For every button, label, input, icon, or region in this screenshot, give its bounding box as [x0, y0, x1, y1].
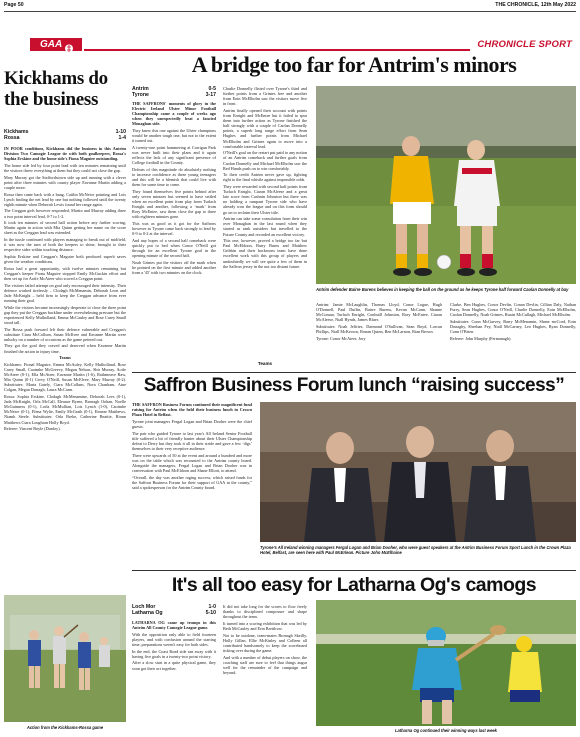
antrim-teams-heading: Teams	[257, 361, 273, 366]
teams-paragraph: Substitutes: Noah Jeffries, Darmond O'Sullivan, Sean Boyd, Lorcan Phillips, Niall McKeown, Ronan Quinn, Ben McLarnon, Rian Brown.	[316, 323, 442, 335]
teams-paragraph: Clarke, Ben Hughes, Conor Devlin, Conan Devlin, Cillian Daly, Nathan Furry, Sean Hughes, Conor O'Neill, Charlie Donnelly, Eoin McElholm, Caolan Donnelly, Noah Grimes, Ruairi McCullagh, Michael McElholm.	[450, 302, 576, 318]
antrim-teams-right	[450, 302, 576, 370]
section-label: CHRONICLE SPORT	[477, 39, 572, 50]
kickhams-photo-caption: Action from the Kickhams-Rossa game	[26, 725, 104, 730]
paragraph: Tyrone joint managers Fergal Logan and Brian Dooher were the chief guests.	[132, 418, 252, 429]
forum-body	[132, 402, 252, 568]
score-row: Latharna Og 5-10	[132, 610, 216, 617]
gaa-label: GAA	[40, 39, 63, 50]
score-row: Loch Mor 1-0	[132, 604, 216, 610]
teams-paragraph: Substitutes: Conn McGarvey, Barry McMenamin, Shane mcCord, Eoin Donaghy, Sheehan Fey, Niall McCarney, Leo Hughes, Ryan Donnelly, Conn O'Brien.	[450, 318, 576, 335]
forum-photo-caption: Tyrone's All Ireland winning managers Fergal Logan and Brian Dooher, who were guest speakers at the Antrim Business Forum Sport Lunch in the Crown Plaza Hotel, Belfast, are seen here with Paul McErlean. Picture John McElhaine	[260, 545, 571, 555]
teams-paragraph: Tyrone: Conor McAteer, Jory	[316, 335, 366, 341]
camogs-column-1	[132, 620, 216, 734]
paragraph: They got the goal they craved and deserved when Eavanne Martin finished the action in injury time.	[4, 343, 126, 354]
camogs-headline-rule	[132, 570, 576, 571]
paragraph: To their credit Antrim never gave up, fighting right to the final whistle against impossible odds.	[223, 172, 307, 183]
forum-headline-rule	[132, 372, 576, 373]
paragraph: This one, however, proved a bridge too far but Paul McEldoon, Barry Burns and Matthew Gribbin and their backroom team have done excellent work with this group of players and undoubtedly we will see quite a few of them in the Saffron jersey in the not too distant future.	[223, 238, 307, 269]
kickhams-article	[4, 56, 126, 736]
paragraph: It turned into a scoring exhibition that was led by Beth McCauley and Erin Brettlrow.	[223, 620, 307, 631]
paragraph: Antrim can take some consolation from their win over Monaghan in the last round when they started as rank outsiders but travelled to the Future County and recorded an excellent victory.	[223, 216, 307, 237]
paragraph: “Overall, the day was another raging success, which raised funds for the Saffron Business Forum for their support of GAA in the county,” said a spokesperson for the Antrim County board.	[132, 474, 252, 490]
paragraph: They knew this one against the Ulster champions would be another tough one, but not to the extent it turned out.	[132, 128, 216, 144]
camogs-column-2	[223, 604, 307, 734]
paragraph: They were rewarded with second half points from Turlach Enright, Ciaran McAleese and a great late score from Cashnin Johnston but there was no holding a rampant Tyrone side who have already won the league and on this form should go on to reclaim their Ulster title.	[223, 184, 307, 215]
forum-article	[132, 372, 576, 568]
camogs-photo-caption: Latharna Og continued their winning ways last week	[395, 728, 497, 733]
camogs-headline: It's all too easy for Latharna Og's camogs	[171, 574, 537, 596]
antrim-tyrone-photo	[316, 86, 576, 284]
teams-paragraph: Rossa: Sophia Erskine, Clodagh McMenamine, Deborah Lees (0-1), Jada McKnight, Orla McCall, Eleanor Byrne, Bronagh Oohan, Noelle McGuinness (0-1), Lorla McMullian, Lois Lynch (1-0), Caoimhe McNeice (0-1), Elena Wylie, Emily McGrath (0-1), Eimear Matthews, Niamh Steele. Substitutes: Orla Breke, Catherine Beattie, Rionn Matthews Ciara Loughran Holly Boyd.	[4, 394, 126, 425]
forum-headline: Saffron Business Forum lunch “raising success”	[143, 375, 565, 396]
paragraph: While the visitors became increasingly desperate to close the three point gap they put the Creggan backline under overwhelming pressure but the experienced Kelly Mulholland, Emma McCauley and Rose Carey Small stood tall.	[4, 304, 126, 325]
teams-paragraph: Kickhams: Fional Maguire, Emma McAuley, Kelly Mulholland, Rose Carey Small, Caoimhe McGreevy, Megan Nelson, Shir Murray, Aoife McAteer (0-1), Ella McAteer, Eavanne Martin (1-6), Rathmeave Raw, Mia Quinn (0-1) Cervy O'Neill, Susan McElvee, Mary Murray (0-2). Substitutes: Maria Gately, Ciara McCollum, Nora Chanbam, Aine Colgan, Megan Darragh, Laura McCann.	[4, 361, 126, 393]
paragraph: Charlie Donnelly flisted over Tyrone's third and further points from a Grimes free and another from Eoin McElholm saw the visitors move five in front.	[223, 86, 307, 107]
paragraph: This was as good as it got for the Saffrons however as Tyrone came back strongly to lead by 0-9 to 0-2 at the interval.	[132, 221, 216, 237]
paragraph: THE SAFFRONS' moments of glory in the Electric Ireland Ulster Minor Football Championship came a couple of weeks ago when they unexpectedly beat a fancied Monaghan side.	[132, 101, 216, 127]
gaa-logo-icon	[64, 40, 74, 49]
kickhams-scoreline	[4, 129, 126, 142]
teams-paragraph: Referee: Vincent Boyle (Dunloy).	[4, 426, 61, 432]
page-number: Page 50	[4, 2, 24, 8]
page-header	[4, 2, 576, 50]
paragraph: Mary Murray got the Staffordstown side up and running with a clever point after three minutes with county player Eavanne Martin adding a couple more.	[4, 174, 126, 190]
antrim-photo-caption: Antrim defender Baírre Burens believes in keeping the ball on the ground as he keeps Tyrone half forward Caolan Donnelly at bay	[316, 287, 569, 292]
paragraph: It took ten minutes of second half action before any further scoring, Martin again in action with Mia Quinn getting her name on the score sheet as the Creggan lead was extended.	[4, 220, 126, 236]
paragraph: After a slow start in a quite physical game, they soon got their act together.	[132, 660, 216, 671]
paragraph: With the opposition only able to field fourteen players, and with confusion around the starting time, preparations weren't easy for both sides.	[132, 631, 216, 647]
paragraph: O'Neill's goal on the restart put paid to any notion of an Antrim comeback and further goals from Caolan Donnelly and Michael McElholm saw the Red Hands push on to win comfortably.	[223, 150, 307, 171]
kickhams-lead: IN POOR conditions, Kickhams did the business in this Antrim Division Two Camogie League tie with both goalkeepers, Rossa's Sophia Erskine and the home side's Fiona Maguire outstanding.	[4, 146, 126, 162]
score-row: Tyrone 3-17	[132, 92, 216, 99]
paragraph: Rossa had a great opportunity, with twelve minutes remaining but Creggan's keeper Fiona Maguire stopped Emily McGuckin effort and then set up for Aoife McAteer who scored a Creggan point.	[4, 265, 126, 281]
paragraph: The visitors failed attempt on goal only encouraged their intensity. Their defence worked tirelessly – Clodagh McMenamin, Deborah Leon and Jade McKnight – held firm to keep the Creggan advance from ever running their goal.	[4, 282, 126, 303]
score-row: Antrim 0-5	[132, 86, 216, 92]
antrim-column-1	[132, 101, 216, 369]
antrim-column-2	[223, 86, 307, 362]
score-row: Kickhams 1-10	[4, 129, 126, 135]
teams-paragraph: Referee: John Murphy (Fermanagh).	[450, 335, 512, 341]
teams-heading: Teams	[59, 355, 71, 361]
paragraph: It did not take long for the scores to flow freely thanks to disciplined composure and shape throughout the team.	[223, 604, 307, 620]
teams-paragraph: Antrim: Jamie McLaughlin, Thomas Lloyd, Conor Logue, Hugh O'Donnell, Paul Duffin, Bairre Burens, Kevan McCann, Shanne McComan, Turlach Enright, Conhuill Johnston, Rory McEntee, Ciaran McAleese, Niall Hynds, James Bluer.	[316, 302, 442, 323]
paragraph: And any hopes of a second half comeback were quickly put to bed when Conor O'Neill got through for an excellent Tyrone goal in the opening minute of the second half.	[132, 237, 216, 259]
paragraph: The pair who guided Tyrone to last year's All Ireland Senior Football title suffered a bit of friendly banter about their Ulster Championship defeat to Derry but they took it all in their stride and gave a few ‘digs’ themselves to their very receptive audience.	[132, 430, 252, 451]
paragraph: They found themselves five points behind after only seven minutes but seemed to have settled when an excellent point from play from Turlach Enright and another, following a ‘mark’ from Rory McEntee, saw them close the gap to three with eighteen minutes gone.	[132, 188, 216, 220]
paragraph: The Rossa push forward left their defence vulnerable and Creggan's substitute Ciara McCollum, Susan McIlvee and Eavanne Martin were unlucky on a number of occasions as the game petered out.	[4, 326, 126, 342]
paragraph: Defeats of this magnitude do absolutely nothing to increase confidence as these young teenagers and this will be a blemish that could live with them for some time to come.	[132, 166, 216, 188]
kickhams-photo	[4, 595, 126, 722]
camogs-article	[132, 570, 576, 736]
paragraph: LATHARNA OG came up trumps in this Antrim All County Camogie League game.	[132, 620, 216, 631]
antrim-minors-headline: A bridge too far for Antrim's minors	[191, 52, 517, 77]
paragraph: The Creggan girls however responded, Martin and Murray adding three a two point interval lead, 0-7 to 1-2.	[4, 208, 126, 219]
forum-lead: THE SAFFRON Business Forum continued their magnificent fund raising for Antrim when the held their business lunch in Crown Plaza Hotel in Belfast.	[132, 402, 252, 418]
header-rule	[4, 11, 576, 12]
kickhams-headline: Kickhams do the business	[4, 68, 108, 110]
paragraph: A twenty-one point hammering at Corrigan Park was never built into their plans and it again reflects the lack of any significant presence of College football in the County.	[132, 144, 216, 166]
gaa-rule	[84, 49, 470, 51]
paragraph: Sophia Erskine and Creggan's Maguire both produced superb saves given the weather conditions.	[4, 253, 126, 265]
paragraph: In the tussle continued with players managing to break out of midfield, it was now the turn of both the keepers to shine, brought to their respective sides within touching distance.	[4, 237, 126, 253]
paragraph: And with a number of debut players on show, the coaching staff are sure to feel that things augur well for the remainder of the campaign and beyond.	[223, 654, 307, 675]
forum-photo	[260, 402, 576, 542]
paragraph: Not to be outdone, team-mates Bronagh Skeilly, Holly Gillan, Ellie McKinley and Colleen all contributed handsomely to keep the scoreboard ticking over during the game.	[223, 632, 307, 653]
antrim-teams-left	[316, 302, 442, 370]
paragraph: Noah Grimes put the visitors off the mark when he pointed on the first minute and added another from a '45' with two minutes on the clock.	[132, 259, 216, 276]
paragraph: In the end, the Coast Road side ran away with it having five goals in a twenty-two point victory.	[132, 648, 216, 659]
score-row: Rossa 1-4	[4, 135, 126, 142]
antrim-minors-article	[132, 52, 576, 370]
paragraph: Antrim finally opened their account with points from Enright and McEntee but it failed to spur them into further action as Tyrone finished the half strongly with a couple of Caolan Donnelly points, a superb long range effort from Sean Hughes and further points from Michael McElholm and Grimes again to move into a comfortable interval lead.	[223, 107, 307, 149]
antrim-scoreline	[132, 86, 216, 99]
camogs-scoreline	[132, 604, 216, 617]
publication-dateline: THE CHRONICLE, 12th May 2022	[495, 2, 576, 8]
paragraph: Rossa then came back with a bang, Caitlin McNeice pointing and Lois Lynch finding the net lead by one but nothing followed until the twenty eighth minute when Deborah Lewis found her range again.	[4, 191, 126, 207]
kickhams-body	[4, 146, 126, 594]
paragraph: There were upwards of 50 at the event and around a hundred and more was on the table which was recounted to the Antrim county board. Alongside the managers, Fergal Logan and Brian Dooher was in conversation with Paul McEldoon and Shane Elliott, to attend.	[132, 452, 252, 473]
paragraph: The home side led by four point lead with ten minutes remaining until the visitors threw everything at them but they could not close the gap.	[4, 162, 126, 173]
camogs-photo	[316, 600, 576, 726]
